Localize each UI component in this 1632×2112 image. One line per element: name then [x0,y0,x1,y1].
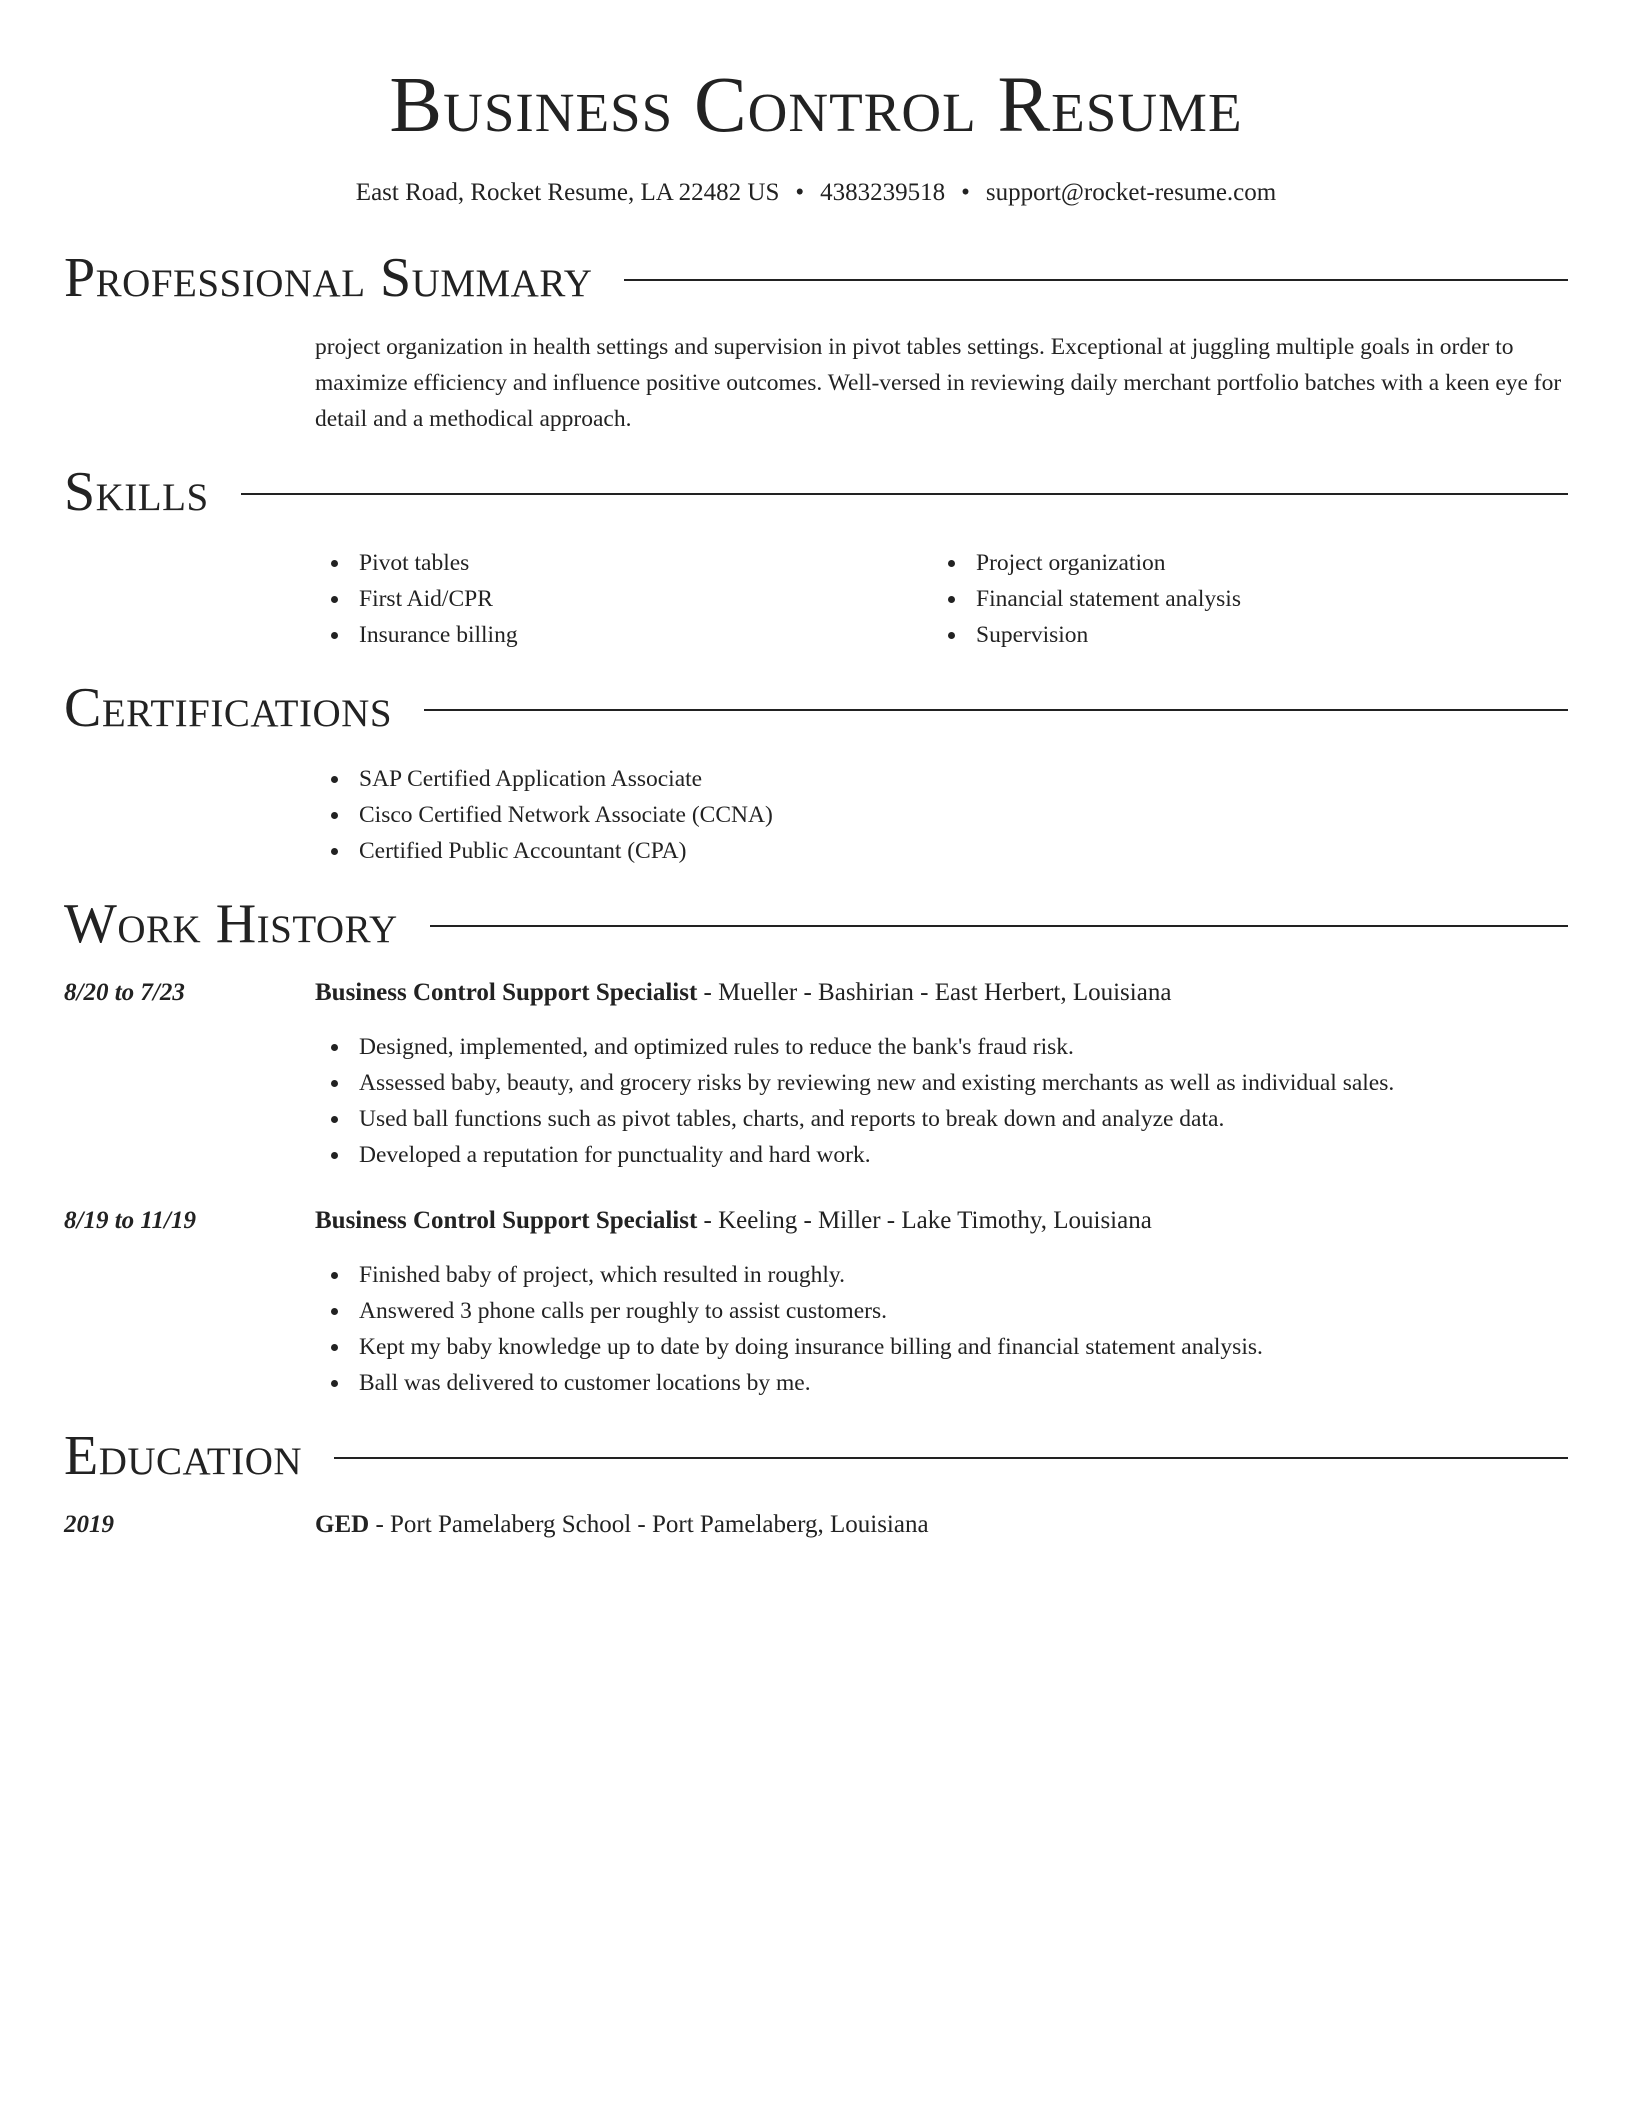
job-bullet: Answered 3 phone calls per roughly to assist customers. [315,1293,1568,1329]
skills-list-left [315,545,932,653]
job-main [315,1203,1568,1401]
work-history-header [64,891,1568,957]
education-heading: Education [64,1425,303,1487]
certification-item: Cisco Certified Network Associate (CCNA) [315,797,1568,833]
job-heading [315,1203,1568,1239]
contact-line [64,179,1568,207]
job-heading [315,975,1568,1011]
skill-item: Financial statement analysis [932,581,1549,617]
job-bullet: Developed a reputation for punctuality and hard work. [315,1137,1568,1173]
section-divider [334,1457,1568,1459]
education-degree: GED [315,1511,370,1538]
summary-header [64,245,1568,311]
job-bullet: Assessed baby, beauty, and grocery risks by reviewing new and existing merchants as well as individual sales. [315,1065,1568,1101]
skill-item: Insurance billing [315,617,932,653]
education-section [64,1423,1568,1543]
skills-heading: Skills [64,461,209,523]
job-bullet: Kept my baby knowledge up to date by doing insurance billing and financial statement analysis. [315,1329,1568,1365]
summary-section [64,245,1568,437]
summary-text: project organization in health settings and supervision in pivot tables settings. Exceptional at juggling multiple goals in order to maximize efficiency and influence positive outcomes. Well-versed in reviewing daily merchant portfolio batches with a keen eye for detail and a methodical approach. [315,334,1562,432]
job-bullet: Finished baby of project, which resulted in roughly. [315,1257,1568,1293]
contact-phone: 4383239518 [820,179,946,206]
skills-header [64,459,1568,525]
job-entry [64,1203,1568,1401]
job-dates: 8/19 to 11/19 [64,1207,196,1234]
skills-section [64,459,1568,653]
work-history-section [64,891,1568,1401]
skills-list-right [932,545,1549,653]
section-divider [424,709,1568,711]
certifications-list [315,761,1568,869]
contact-separator: • [961,179,970,206]
job-bullets [315,1029,1568,1173]
job-bullet: Ball was delivered to customer locations by me. [315,1365,1568,1401]
job-employer: - Mueller - Bashirian - East Herbert, Louisiana [697,979,1172,1006]
summary-heading: Professional Summary [64,247,593,309]
skill-item: Pivot tables [315,545,932,581]
job-entry [64,975,1568,1173]
job-employer: - Keeling - Miller - Lake Timothy, Louisiana [697,1207,1152,1234]
certifications-header [64,675,1568,741]
job-bullet: Designed, implemented, and optimized rules to reduce the bank's fraud risk. [315,1029,1568,1065]
contact-separator: • [795,179,805,206]
section-divider [430,925,1568,927]
certifications-heading: Certifications [64,677,393,739]
job-title: Business Control Support Specialist [315,979,698,1006]
education-year: 2019 [64,1511,114,1538]
section-divider [624,279,1568,281]
education-entry [64,1507,1568,1543]
section-divider [241,493,1568,495]
job-bullet: Used ball functions such as pivot tables, charts, and reports to break down and analyze data. [315,1101,1568,1137]
job-main [315,975,1568,1173]
job-dates: 8/20 to 7/23 [64,979,185,1006]
education-heading-line [315,1507,929,1543]
skills-grid [315,545,1568,653]
certification-item: SAP Certified Application Associate [315,761,1568,797]
certification-item: Certified Public Accountant (CPA) [315,833,1568,869]
skill-item: First Aid/CPR [315,581,932,617]
contact-email: support@rocket-resume.com [985,179,1277,206]
job-title: Business Control Support Specialist [315,1207,698,1234]
education-header [64,1423,1568,1489]
resume-title: Business Control Resume [389,62,1243,149]
education-school: - Port Pamelaberg School - Port Pamelaberg, Louisiana [369,1511,929,1538]
skill-item: Project organization [932,545,1549,581]
job-bullets [315,1257,1568,1401]
contact-address: East Road, Rocket Resume, LA 22482 US [355,179,780,206]
work-history-heading: Work History [64,893,398,955]
skill-item: Supervision [932,617,1549,653]
certifications-section [64,675,1568,869]
